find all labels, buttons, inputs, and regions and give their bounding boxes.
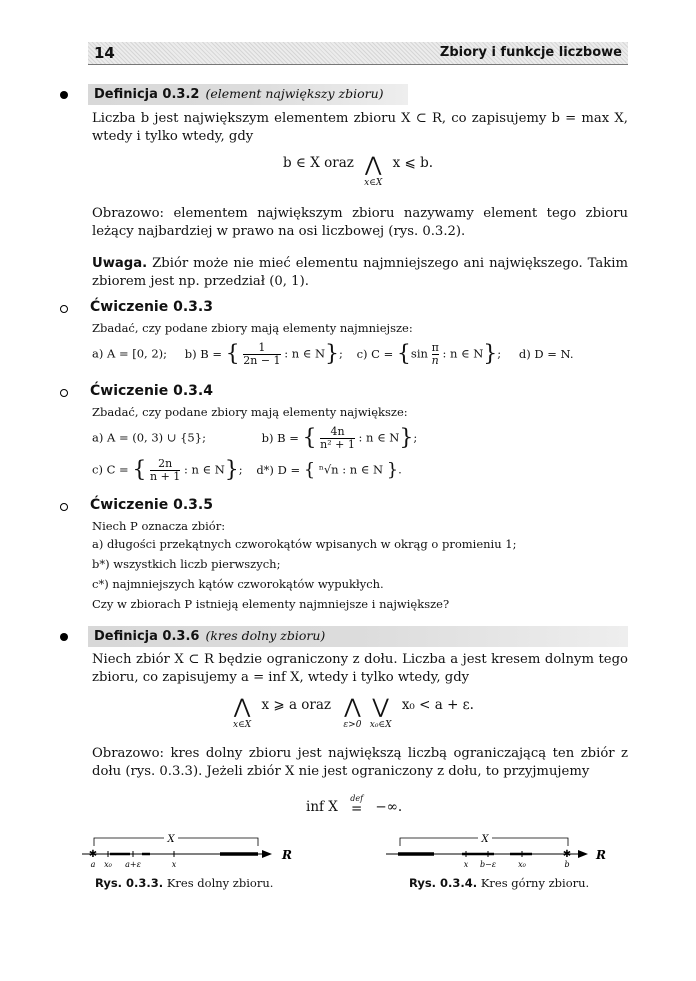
b-denominator: 2n − 1 <box>243 354 281 367</box>
formula-part-2: x₀ < a + ε. <box>401 697 474 713</box>
minus-infinity: −∞. <box>375 799 403 815</box>
item-a: a) A = [0, 2); <box>92 346 168 361</box>
tick-label: x <box>463 860 469 869</box>
item-c-prefix: c) C = <box>92 462 129 477</box>
b-numerator: 4n <box>320 426 355 439</box>
exercise-items-row: a) A = [0, 2); b) B = { $\frac{1}{2n - 1}$ : n ∈ N}; c) C = {sin $\frac{\pi}{n}$ : n ∈ N}; d) D = N. <box>92 341 574 367</box>
definition-formula <box>283 152 434 189</box>
big-vee-symbol: ⋁ <box>372 694 389 718</box>
formula-left: b ∈ X oraz <box>283 155 354 171</box>
wedge-subscript: x∈X <box>233 720 252 730</box>
c-numerator: π <box>431 341 439 354</box>
inf-formula: inf X def = −∞. <box>306 794 403 817</box>
exercise-question: Czy w zbiorach P istnieją elementy najmniejsze i największe? <box>92 597 450 611</box>
tick-label: x₀ <box>104 860 112 869</box>
obrazowo-paragraph: Obrazowo: elementem największym zbioru nazywamy element tego zbioru leżący najbardziej w prawo na osi liczbowej (rys. 0.3.2). <box>92 206 628 239</box>
b-condition: : n ∈ N <box>358 430 400 445</box>
figure-supremum <box>382 830 617 870</box>
item-b-prefix: b) B = <box>261 430 299 445</box>
inf-x: inf X <box>306 799 338 815</box>
item-d-body: ⁿ√n : n ∈ N <box>318 462 384 477</box>
formula-right: x ⩽ b. <box>392 155 434 171</box>
item-a: a) A = (0, 3) ∪ {5}; <box>92 430 206 445</box>
c-denominator: n + 1 <box>150 470 181 483</box>
definition-bullet <box>60 91 68 99</box>
item-d-prefix: d*) D = <box>256 462 301 477</box>
caption-number: Rys. 0.3.3. <box>95 876 164 890</box>
definition-label: Definicja 0.3.2 <box>94 87 200 102</box>
running-title: Zbiory i funkcje liczbowe <box>439 45 622 60</box>
definition-text: Liczba b jest największym elementem zbioru X ⊂ R, co zapisujemy b = max X, wtedy i tylko wtedy, gdy <box>92 111 628 144</box>
caption-text: Kres górny zbioru. <box>480 876 590 890</box>
exercise-title: Ćwiczenie 0.3.3 <box>90 299 213 315</box>
exercise-intro: Zbadać, czy podane zbiory mają elementy najmniejsze: <box>92 321 413 335</box>
exercise-intro: Niech P oznacza zbiór: <box>92 519 226 533</box>
definition-bullet <box>60 633 68 641</box>
exercise-item: c*) najmniejszych kątów czworokątów wypukłych. <box>92 577 384 591</box>
b-numerator: 1 <box>243 342 280 355</box>
big-wedge-symbol: ⋀ <box>344 694 361 718</box>
wedge-subscript: ε>0 <box>343 720 362 730</box>
tick-label: a <box>90 860 96 869</box>
exercise-title: Ćwiczenie 0.3.5 <box>90 497 213 513</box>
exercise-item: a) długości przekątnych czworokątów wpisanych w okrąg o promieniu 1; <box>92 537 517 551</box>
c-sin: sin <box>410 346 428 361</box>
caption-number: Rys. 0.3.4. <box>409 876 478 890</box>
set-label: X <box>481 834 489 845</box>
page-number: 14 <box>94 44 115 62</box>
definition-name: (kres dolny zbioru) <box>205 628 326 643</box>
figure-infimum <box>80 830 310 870</box>
item-b-prefix: b) B = <box>184 346 222 361</box>
definition-heading-bar <box>88 626 628 647</box>
vee-subscript: x₀∈X <box>369 720 392 730</box>
uwaga-text: Zbiór może nie mieć elementu najmniejszego ani największego. Takim zbiorem jest np. przedział (0, 1). <box>92 256 628 289</box>
def-label: def <box>350 794 364 803</box>
caption-text: Kres dolny zbioru. <box>166 876 274 890</box>
tick-label: a+ε <box>125 860 141 869</box>
axis-label: R <box>282 848 292 862</box>
c-numerator: 2n <box>150 458 180 471</box>
big-wedge-symbol: ⋀ <box>233 694 251 718</box>
tick-label: x₀ <box>518 860 526 869</box>
exercise-ring-icon <box>60 503 68 511</box>
c-condition: : n ∈ N <box>442 346 484 361</box>
uwaga-label: Uwaga. <box>92 256 148 271</box>
tick-label: b−ε <box>479 860 497 869</box>
obrazowo-paragraph: Obrazowo: kres dolny zbioru jest największą liczbą ograniczającą ten zbiór z dołu (rys. 0.3.3). Jeżeli zbiór X nie jest ograniczony z dołu, to przyjmujemy <box>92 746 628 779</box>
item-c-prefix: c) C = <box>356 346 394 361</box>
exercise-title: Ćwiczenie 0.3.4 <box>90 383 213 399</box>
definition-name: (element największy zbioru) <box>205 86 384 101</box>
formula-part-1: x ⩾ a oraz <box>261 697 332 713</box>
svg-text:✱: ✱ <box>88 849 98 860</box>
exercise-ring-icon <box>60 305 68 313</box>
set-label: X <box>167 834 175 845</box>
b-denominator: n² + 1 <box>320 438 355 451</box>
uwaga-paragraph <box>92 255 628 291</box>
tick-label: b <box>564 860 570 869</box>
definition-formula <box>233 694 474 731</box>
c-denominator: n <box>431 354 439 367</box>
exercise-item: b*) wszystkich liczb pierwszych; <box>92 557 281 571</box>
c-condition: : n ∈ N <box>183 462 225 477</box>
b-condition: : n ∈ N <box>284 346 326 361</box>
definition-text: Niech zbiór X ⊂ R będzie ograniczony z dołu. Liczba a jest kresem dolnym tego zbioru, co zapisujemy a = inf X, wtedy i tylko wtedy, gdy <box>92 652 628 685</box>
definition-heading-bar <box>88 84 408 105</box>
exercise-intro: Zbadać, czy podane zbiory mają elementy największe: <box>92 405 408 419</box>
wedge-subscript: x∈X <box>364 178 383 188</box>
exercise-items-row-2: c) C = { $\frac{2n}{n + 1}$ : n ∈ N}; d*) D = { ⁿ√n : n ∈ N }. <box>92 457 402 483</box>
page-header <box>88 42 628 65</box>
svg-text:✱: ✱ <box>562 849 572 860</box>
exercise-items-row-1: a) A = (0, 3) ∪ {5}; b) B = { $\frac{4n}{\text{n² + 1}}$ : n ∈ N}; <box>92 425 418 451</box>
item-d: d) D = N. <box>518 346 574 361</box>
big-wedge-symbol: ⋀ <box>365 152 382 176</box>
exercise-ring-icon <box>60 389 68 397</box>
figure-caption-left <box>95 876 273 890</box>
axis-label: R <box>596 848 606 862</box>
figure-caption-right <box>409 876 589 890</box>
tick-label: x <box>171 860 177 869</box>
definition-label: Definicja 0.3.6 <box>94 629 200 644</box>
